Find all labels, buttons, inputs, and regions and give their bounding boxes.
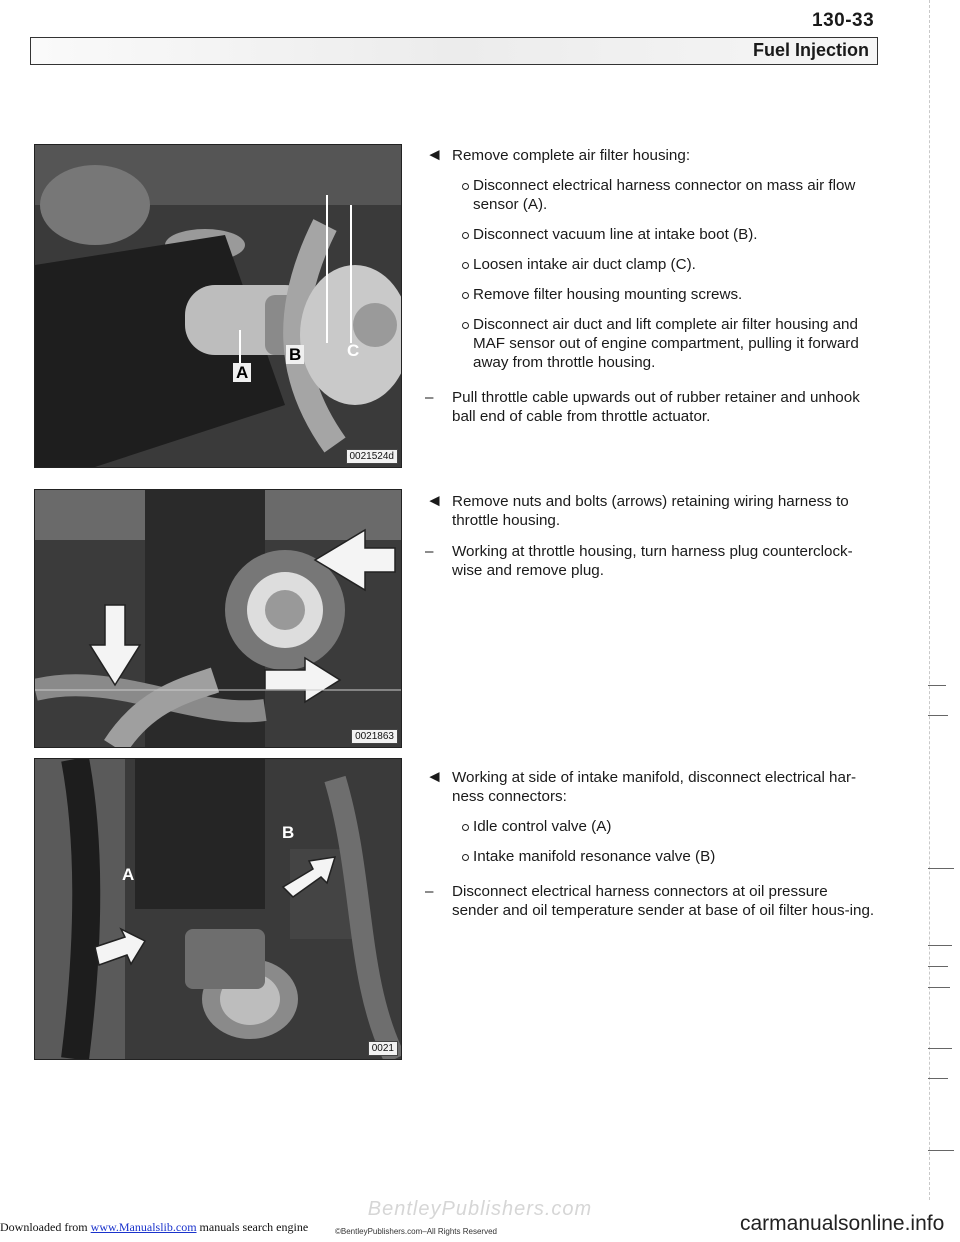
margin-tick: [928, 868, 954, 869]
bullet-dot-icon: [462, 262, 469, 269]
step-item: [426, 542, 876, 580]
callout-b: B: [286, 345, 304, 364]
margin-tick: [928, 685, 946, 686]
step-text: Working at throttle housing, turn harness plug counterclock-wise and remove plug.: [452, 543, 853, 579]
bullet-item: [426, 176, 876, 214]
margin-tick: [928, 1078, 948, 1079]
bullet-item: [426, 255, 876, 274]
step-item: [426, 388, 876, 426]
margin-tick: [928, 715, 948, 716]
download-banner: [0, 1220, 308, 1235]
instruction-intro: [426, 492, 876, 530]
section-header-bar: [30, 37, 878, 65]
margin-tick: [928, 1048, 952, 1049]
step-item: [426, 882, 876, 920]
bullet-dot-icon: [462, 854, 469, 861]
instruction-block-air-filter: [426, 146, 876, 437]
photo-id-label: 0021524d: [346, 449, 399, 464]
bullet-item: [426, 817, 876, 836]
margin-tick: [928, 966, 948, 967]
bullet-text: Intake manifold resonance valve (B): [473, 848, 716, 865]
download-prefix: Downloaded from: [0, 1220, 91, 1234]
bullet-text: Disconnect electrical harness connector on mass air flow sensor (A).: [473, 177, 856, 213]
site-watermark: carmanualsonline.info: [740, 1212, 945, 1235]
instruction-intro-text: Remove complete air filter housing:: [452, 147, 691, 164]
instruction-intro-text: Working at side of intake manifold, disconnect electrical har-ness connectors:: [452, 769, 857, 805]
bullet-text: Loosen intake air duct clamp (C).: [473, 256, 696, 273]
section-title: Fuel Injection: [752, 40, 869, 60]
margin-rule: [929, 0, 931, 1200]
download-suffix: manuals search engine: [196, 1220, 309, 1234]
margin-tick: [928, 987, 950, 988]
instruction-intro: [426, 146, 876, 165]
bullet-dot-icon: [462, 824, 469, 831]
step-text: Disconnect electrical harness connectors at oil pressure sender and oil temperature sender at base of oil filter hous-ing.: [452, 883, 875, 919]
photo-throttle-housing-illustration: [35, 490, 401, 747]
dash-marker: –: [425, 543, 434, 560]
bullet-dot-icon: [462, 322, 469, 329]
bullet-text: Disconnect vacuum line at intake boot (B).: [473, 226, 758, 243]
bullet-item: [426, 225, 876, 244]
bullet-item: [426, 315, 876, 372]
bullet-dot-icon: [462, 292, 469, 299]
manualslib-link[interactable]: www.Manualslib.com: [90, 1220, 197, 1234]
photo-intake-manifold: [34, 758, 402, 1060]
pointer-arrow-icon: ◄: [426, 145, 443, 164]
step-text: Pull throttle cable upwards out of rubber retainer and unhook ball end of cable from throttle actuator.: [452, 389, 860, 425]
photo-air-filter-housing-illustration: [35, 145, 401, 467]
bullet-text: Remove filter housing mounting screws.: [473, 286, 743, 303]
copyright-notice: ©BentleyPublishers.com–All Rights Reserved: [335, 1227, 497, 1236]
callout-c: C: [347, 341, 360, 360]
instruction-intro-text: Remove nuts and bolts (arrows) retaining wiring harness to throttle housing.: [452, 493, 849, 529]
bullet-text: Idle control valve (A): [473, 818, 612, 835]
bullet-dot-icon: [462, 232, 469, 239]
publisher-watermark: BentleyPublishers.com: [367, 1198, 593, 1220]
bullet-text: Disconnect air duct and lift complete air filter housing and MAF sensor out of engine compartment, pulling it forward away from throttle housing.: [473, 316, 859, 371]
photo-air-filter-housing: [34, 144, 402, 468]
photo-id-label: 0021: [368, 1041, 398, 1056]
callout-b: B: [282, 823, 295, 842]
bullet-item: [426, 847, 876, 866]
photo-throttle-housing: [34, 489, 402, 748]
dash-marker: –: [425, 883, 434, 900]
photo-intake-manifold-illustration: [35, 759, 401, 1059]
callout-a: A: [233, 363, 251, 382]
callout-a: A: [122, 865, 135, 884]
margin-tick: [928, 1150, 954, 1151]
margin-tick: [928, 945, 952, 946]
pointer-arrow-icon: ◄: [426, 767, 443, 786]
instruction-intro: [426, 768, 876, 806]
photo-id-label: 0021863: [351, 729, 398, 744]
pointer-arrow-icon: ◄: [426, 491, 443, 510]
bullet-item: [426, 285, 876, 304]
instruction-block-intake-manifold: [426, 768, 876, 931]
dash-marker: –: [425, 389, 434, 406]
bullet-dot-icon: [462, 183, 469, 190]
instruction-block-throttle: [426, 492, 876, 591]
page-number: 130-33: [812, 10, 875, 31]
